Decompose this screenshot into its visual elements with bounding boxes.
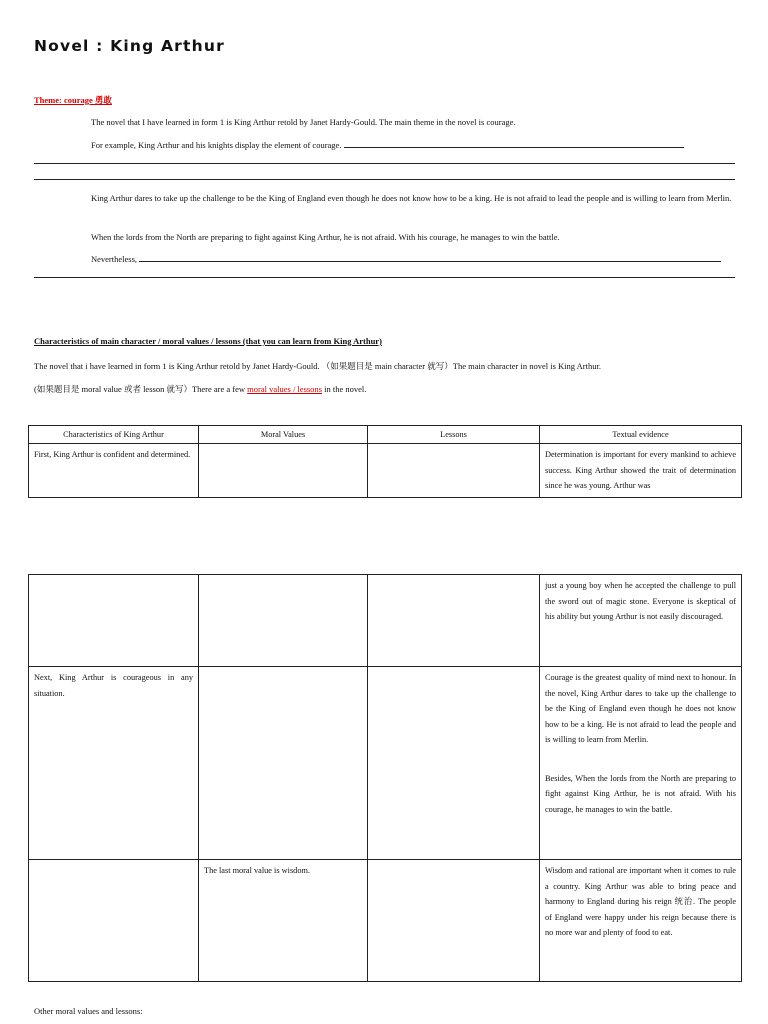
- column-header: Moral Values: [199, 426, 368, 444]
- moral-value-cell[interactable]: [199, 667, 368, 860]
- section-heading: Characteristics of main character / moral values / lessons (that you can learn from King Arthur): [34, 336, 382, 346]
- column-header: Characteristics of King Arthur: [29, 426, 199, 444]
- moral-values-text-b: in the novel.: [322, 384, 367, 394]
- nevertheless-text: Nevertheless,: [91, 254, 138, 264]
- moral-value-cell[interactable]: [199, 575, 368, 667]
- evidence-battle: Besides, When the lords from the North are preparing to fight against King Arthur, he is not afraid. With his courage, he manages to win the battle.: [545, 773, 736, 814]
- page-title: Novel : King Arthur: [34, 37, 225, 55]
- table-row: [29, 860, 742, 982]
- column-header: Lessons: [368, 426, 540, 444]
- evidence-cell: [540, 667, 742, 860]
- moral-values-highlight: moral values / lessons: [247, 384, 322, 394]
- evidence-cell: just a young boy when he accepted the challenge to pull the sword out of magic stone. Everyone is skeptical of his ability but young Arthur is not easily discouraged.: [540, 575, 742, 667]
- table-row: [29, 444, 742, 498]
- paragraph-moral-values: [34, 383, 366, 395]
- table-header-row: [29, 426, 742, 444]
- evidence-courage: Courage is the greatest quality of mind next to honour. In the novel, King Arthur dares to take up the challenge to be the King of England even though he does not know how to be a king. He is not afraid to lead the people and is willing to learn from Merlin.: [545, 673, 736, 744]
- table-row: [29, 667, 742, 860]
- characteristic-cell: First, King Arthur is confident and determined.: [29, 444, 199, 498]
- characteristics-table-continued: [28, 574, 742, 982]
- evidence-cell: Wisdom and rational are important when it comes to rule a country. King Arthur was able to bring peace and harmony to England during his reign 统治. The people of England were happy under his reign because there is no more war and plenty of food to eat.: [540, 860, 742, 982]
- lesson-cell[interactable]: [368, 860, 540, 982]
- moral-value-cell: The last moral value is wisdom.: [199, 860, 368, 982]
- fill-in-line[interactable]: [34, 179, 735, 180]
- moral-value-cell[interactable]: [199, 444, 368, 498]
- paragraph-battle: When the lords from the North are preparing to fight against King Arthur, he is not afraid. With his courage, he manages to win the battle.: [91, 232, 560, 242]
- table-row: [29, 575, 742, 667]
- fill-in-line[interactable]: [34, 163, 735, 164]
- lesson-cell[interactable]: [368, 575, 540, 667]
- paragraph-nevertheless: [91, 254, 721, 264]
- characteristic-cell[interactable]: [29, 860, 199, 982]
- evidence-cell: Determination is important for every mankind to achieve success. King Arthur showed the trait of determination since he was young. Arthur was: [540, 444, 742, 498]
- example-text: For example, King Arthur and his knights display the element of courage.: [91, 140, 342, 150]
- lesson-cell[interactable]: [368, 444, 540, 498]
- paragraph-main-character: The novel that i have learned in form 1 is King Arthur retold by Janet Hardy-Gould. （如果题目是 main character 就写）The main character in novel is King Arthur.: [34, 361, 601, 371]
- fill-in-blank[interactable]: [139, 254, 721, 262]
- lesson-cell[interactable]: [368, 667, 540, 860]
- paragraph-intro: The novel that I have learned in form 1 is King Arthur retold by Janet Hardy-Gould. The main theme in the novel is courage.: [91, 117, 516, 127]
- paragraph-challenge: King Arthur dares to take up the challenge to be the King of England even though he does not know how to be a king. He is not afraid to lead the people and is willing to learn from Merlin.: [91, 193, 732, 203]
- column-header: Textual evidence: [540, 426, 742, 444]
- characteristic-cell[interactable]: [29, 575, 199, 667]
- fill-in-line[interactable]: [34, 277, 735, 278]
- theme-heading: Theme: courage 勇敢: [34, 95, 112, 105]
- fill-in-blank[interactable]: [344, 140, 684, 148]
- moral-values-text-a: (如果题目是 moral value 或者 lesson 就写）There are a few: [34, 384, 248, 394]
- paragraph-example: [91, 140, 684, 150]
- characteristics-table: [28, 425, 742, 498]
- other-values-heading: Other moral values and lessons:: [34, 1006, 143, 1016]
- characteristic-cell: Next, King Arthur is courageous in any situation.: [29, 667, 199, 860]
